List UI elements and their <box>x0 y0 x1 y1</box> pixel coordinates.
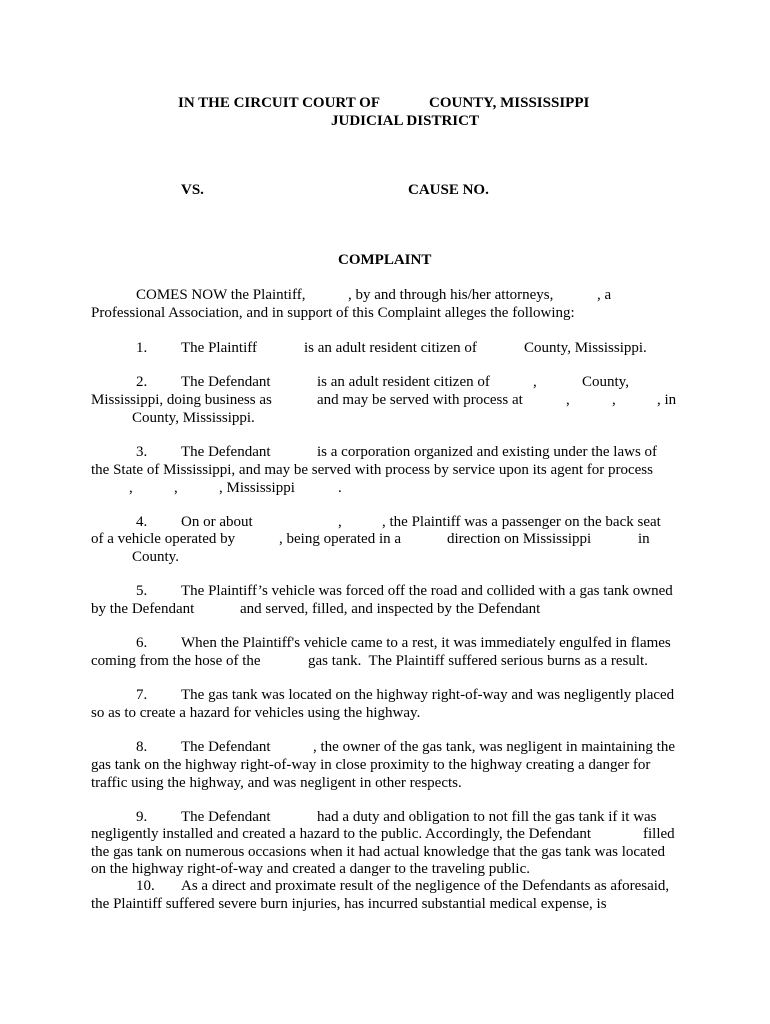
p6-text-c: gas tank. The Plaintiff suffered serious burns as a result. <box>308 653 648 669</box>
paragraph-number: 5. <box>136 583 148 599</box>
paragraph-number: 6. <box>136 635 148 651</box>
p2-text-h: , <box>612 392 616 408</box>
paragraph-number: 10. <box>136 878 155 894</box>
p9-text-e: the gas tank on numerous occasions when it had actual knowledge that the gas tank was located <box>91 844 665 860</box>
p2-text-b: is an adult resident citizen of <box>317 374 490 390</box>
p3-text-f: , Mississippi <box>219 480 295 496</box>
cause-number-label: CAUSE NO. <box>408 182 489 198</box>
paragraph-number: 3. <box>136 444 148 460</box>
paragraph-number: 4. <box>136 514 148 530</box>
p5-text-b: by the Defendant <box>91 601 195 617</box>
p7-text-b: so as to create a hazard for vehicles using the highway. <box>91 705 421 721</box>
p2-text-g: , <box>566 392 570 408</box>
p4-text-d: of a vehicle operated by <box>91 531 236 547</box>
p4-text-g: in <box>638 531 650 547</box>
p3-text-e: , <box>174 480 178 496</box>
p4-text-e: , being operated in a <box>279 531 402 547</box>
p1-text-a: The Plaintiff <box>181 340 257 356</box>
p8-text-d: traffic using the highway, and was negligent in other respects. <box>91 775 462 791</box>
versus-label: VS. <box>181 182 204 198</box>
p8-text-c: gas tank on the highway right-of-way in close proximity to the highway creating a danger for <box>91 757 651 773</box>
paragraph-number: 2. <box>136 374 148 390</box>
document-title: COMPLAINT <box>338 252 432 268</box>
p3-text-b: is a corporation organized and existing under the laws of <box>317 444 658 460</box>
p5-text-c: and served, filled, and inspected by the Defendant <box>240 601 541 617</box>
p4-text-c: , the Plaintiff was a passenger on the back seat <box>382 514 661 530</box>
p8-text-a: The Defendant <box>181 739 271 755</box>
intro-text-d: Professional Association, and in support of this Complaint alleges the following: <box>91 305 575 321</box>
intro-text-a: COMES NOW the Plaintiff, <box>136 287 306 303</box>
p2-text-j: County, Mississippi. <box>132 410 255 426</box>
p4-text-b: , <box>338 514 342 530</box>
intro-text-b: , by and through his/her attorneys, <box>348 287 554 303</box>
p4-text-a: On or about <box>181 514 253 530</box>
p2-text-f: and may be served with process at <box>317 392 523 408</box>
p9-text-f: on the highway right-of-way and created a danger to the traveling public. <box>91 861 531 877</box>
p9-text-b: had a duty and obligation to not fill the gas tank if it was <box>317 809 657 825</box>
p1-text-b: is an adult resident citizen of <box>304 340 477 356</box>
p1-text-c: County, Mississippi. <box>524 340 647 356</box>
p3-text-c: the State of Mississippi, and may be served with process by service upon its agent for process <box>91 462 653 478</box>
p2-text-d: County, <box>582 374 629 390</box>
p3-text-g: . <box>338 480 342 496</box>
p6-text-b: coming from the hose of the <box>91 653 261 669</box>
p8-text-b: , the owner of the gas tank, was negligent in maintaining the <box>313 739 675 755</box>
p9-text-d: filled <box>643 826 675 842</box>
p10-text-b: the Plaintiff suffered severe burn injuries, has incurred substantial medical expense, is <box>91 896 607 912</box>
p2-text-i: , in <box>657 392 677 408</box>
p9-text-c: negligently installed and created a hazard to the public. Accordingly, the Defendant <box>91 826 592 842</box>
paragraph-number: 1. <box>136 340 148 356</box>
court-heading-prefix: IN THE CIRCUIT COURT OF <box>178 95 381 111</box>
paragraph-number: 9. <box>136 809 148 825</box>
p6-text-a: When the Plaintiff's vehicle came to a rest, it was immediately engulfed in flames <box>181 635 671 651</box>
p10-text-a: As a direct and proximate result of the negligence of the Defendants as aforesaid, <box>181 878 670 894</box>
p7-text-a: The gas tank was located on the highway right-of-way and was negligently placed <box>181 687 675 703</box>
p4-text-f: direction on Mississippi <box>447 531 592 547</box>
judicial-district: JUDICIAL DISTRICT <box>331 113 479 129</box>
p2-text-e: Mississippi, doing business as <box>91 392 272 408</box>
court-heading-suffix: COUNTY, MISSISSIPPI <box>429 95 590 111</box>
p3-text-d: , <box>129 480 133 496</box>
p9-text-a: The Defendant <box>181 809 271 825</box>
intro-text-c: , a <box>597 287 612 303</box>
paragraph-number: 7. <box>136 687 148 703</box>
p5-text-a: The Plaintiff’s vehicle was forced off the road and collided with a gas tank owned <box>181 583 673 599</box>
p2-text-a: The Defendant <box>181 374 271 390</box>
paragraph-number: 8. <box>136 739 148 755</box>
p3-text-a: The Defendant <box>181 444 271 460</box>
p2-text-c: , <box>533 374 537 390</box>
p4-text-h: County. <box>132 549 179 565</box>
